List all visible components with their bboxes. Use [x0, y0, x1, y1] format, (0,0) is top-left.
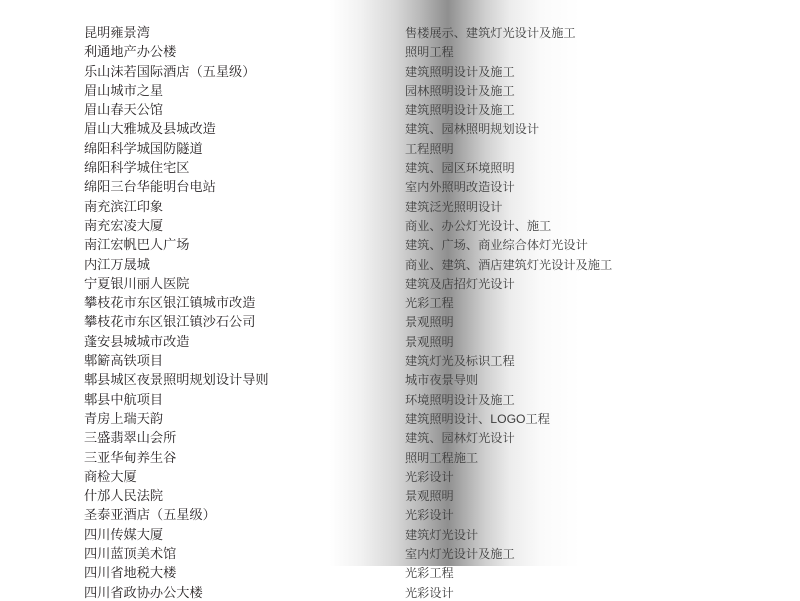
project-scope: 商业、建筑、酒店建筑灯光设计及施工 — [405, 257, 613, 272]
project-scope: 建筑灯光及标识工程 — [405, 354, 515, 369]
project-scope: 建筑、园林照明规划设计 — [405, 122, 540, 137]
project-name: 商检大厦 — [84, 468, 137, 484]
project-name: 郫簖高铁项目 — [84, 353, 164, 369]
project-scope: 建筑、园区环境照明 — [405, 161, 515, 176]
project-name: 圣泰亚酒店（五星级） — [84, 507, 216, 523]
table-row — [0, 408, 800, 427]
project-name: 蓬安县城城市改造 — [84, 333, 190, 349]
table-row — [0, 369, 800, 388]
table-row — [0, 176, 800, 195]
project-scope: 照明工程施工 — [405, 450, 479, 465]
project-scope: 售楼展示、建筑灯光设计及施工 — [405, 26, 576, 40]
project-scope: 景观照明 — [405, 334, 454, 349]
project-scope: 室内外照明改造设计 — [405, 180, 515, 195]
project-scope: 环境照明设计及施工 — [405, 392, 515, 407]
project-scope: 城市夜景导则 — [405, 373, 479, 388]
project-scope: 光彩工程 — [405, 566, 454, 581]
project-name: 三亚华甸养生谷 — [84, 449, 177, 465]
project-scope: 建筑照明设计及施工 — [405, 103, 515, 118]
table-row — [0, 427, 800, 446]
project-scope: 室内灯光设计及施工 — [405, 547, 515, 562]
project-scope: 园林照明设计及施工 — [405, 83, 515, 98]
project-scope: 建筑照明设计、LOGO工程 — [405, 411, 550, 426]
project-name: 攀枝花市东区银江镇城市改造 — [84, 295, 256, 311]
table-row — [0, 22, 800, 41]
project-name: 什邡人民法院 — [84, 488, 164, 504]
project-scope: 建筑照明设计及施工 — [405, 64, 515, 79]
project-scope: 景观照明 — [405, 315, 454, 330]
project-name: 四川传媒大厦 — [84, 526, 164, 542]
project-scope: 光彩工程 — [405, 296, 454, 311]
project-name: 攀枝花市东区银江镇沙石公司 — [84, 314, 256, 330]
project-name: 绵阳科学城国防隧道 — [84, 140, 203, 156]
project-scope: 光彩设计 — [405, 585, 454, 600]
table-row — [0, 80, 800, 99]
project-scope: 光彩设计 — [405, 508, 454, 523]
project-name: 内江万晟城 — [84, 256, 150, 272]
table-row — [0, 331, 800, 350]
table-row — [0, 254, 800, 273]
table-row — [0, 466, 800, 485]
project-name: 乐山沫若国际酒店（五星级） — [84, 63, 256, 79]
table-row — [0, 61, 800, 80]
project-name: 昆明雍景湾 — [84, 25, 150, 40]
table-row — [0, 389, 800, 408]
table-row — [0, 543, 800, 562]
table-row — [0, 292, 800, 311]
table-row — [0, 215, 800, 234]
project-table — [0, 22, 800, 601]
project-name: 眉山春天公馆 — [84, 102, 164, 118]
table-row — [0, 485, 800, 504]
table-row — [0, 447, 800, 466]
project-name: 四川省地税大楼 — [84, 565, 177, 581]
project-name: 南充滨江印象 — [84, 198, 164, 214]
table-row — [0, 311, 800, 330]
table-row — [0, 273, 800, 292]
table-row — [0, 196, 800, 215]
table-row — [0, 524, 800, 543]
project-name: 利通地产办公楼 — [84, 44, 177, 60]
project-name: 四川蓝顶美术馆 — [84, 546, 177, 562]
project-name: 青房上瑞天韵 — [84, 410, 164, 426]
project-name: 郫县中航项目 — [84, 391, 164, 407]
project-name: 郫县城区夜景照明规划设计导则 — [84, 372, 269, 388]
table-row — [0, 504, 800, 523]
project-scope: 建筑及店招灯光设计 — [405, 276, 515, 291]
table-row — [0, 234, 800, 253]
project-scope: 景观照明 — [405, 489, 454, 504]
table-row — [0, 41, 800, 60]
project-scope: 建筑、园林灯光设计 — [405, 431, 515, 446]
project-scope: 建筑泛光照明设计 — [405, 199, 503, 214]
project-name: 眉山大雅城及县城改造 — [84, 121, 216, 137]
project-name: 南江宏帆巴人广场 — [84, 237, 190, 253]
project-name: 四川省政协办公大楼 — [84, 584, 203, 600]
project-scope: 建筑、广场、商业综合体灯光设计 — [405, 238, 588, 253]
project-name: 南充宏凌大厦 — [84, 217, 164, 233]
project-scope: 建筑灯光设计 — [405, 527, 479, 542]
project-name: 宁夏银川丽人医院 — [84, 275, 190, 291]
table-row — [0, 350, 800, 369]
project-scope: 照明工程 — [405, 45, 454, 60]
project-name: 绵阳三台华能明台电站 — [84, 179, 216, 195]
table-row — [0, 99, 800, 118]
project-scope: 工程照明 — [405, 141, 454, 156]
table-row — [0, 582, 800, 601]
project-scope: 商业、办公灯光设计、施工 — [405, 218, 552, 233]
table-row — [0, 138, 800, 157]
table-row — [0, 562, 800, 581]
project-name: 绵阳科学城住宅区 — [84, 160, 190, 176]
table-row — [0, 157, 800, 176]
project-name: 眉山城市之星 — [84, 82, 164, 98]
project-name: 三盛翡翠山会所 — [84, 430, 177, 446]
table-row — [0, 118, 800, 137]
project-scope: 光彩设计 — [405, 469, 454, 484]
